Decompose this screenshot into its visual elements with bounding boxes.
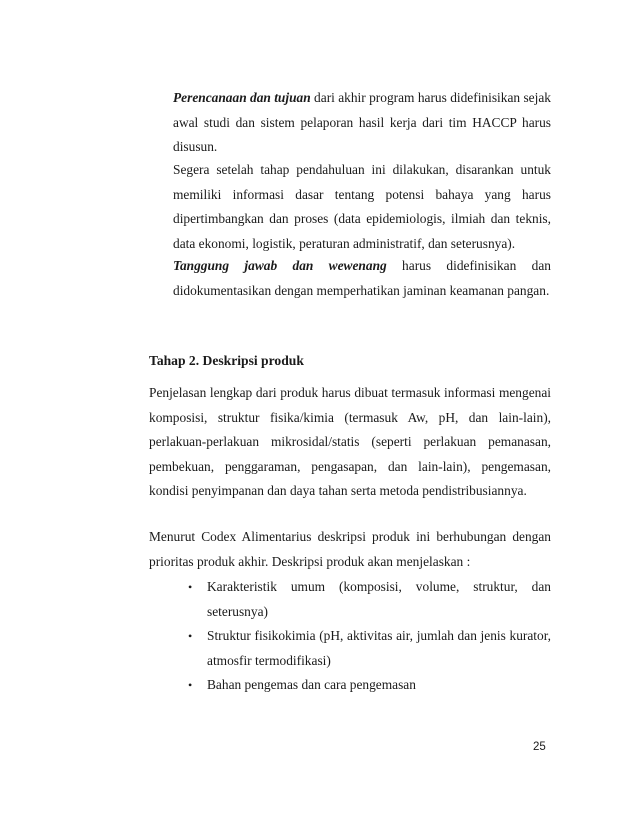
page-number: 25: [533, 741, 546, 753]
emphasis-planning-objectives: Perencanaan dan tujuan: [173, 90, 311, 105]
list-item-text: Bahan pengemas dan cara pengemasan: [207, 677, 416, 693]
section-heading: Tahap 2. Deskripsi produk: [149, 353, 304, 368]
emphasis-responsibility-authority: Tanggung jawab dan wewenang: [173, 258, 387, 273]
list-item-text: Struktur fisikokimia (pH, aktivitas air, jumlah dan jenis kurator, atmosfir termodifikasi): [207, 628, 551, 668]
paragraph-text: dari akhir program harus didefinisikan sejak awal studi dan sistem pelaporan hasil kerja dari tim HACCP harus disusun.: [173, 90, 551, 155]
paragraph-text: harus didefinisikan dan didokumentasikan dengan memperhatikan jaminan keamanan pangan.: [173, 258, 551, 298]
paragraph-text: Penjelasan lengkap dari produk harus dibuat termasuk informasi mengenai komposisi, struktur fisika/kimia (termasuk Aw, pH, dan lain-lain), perlakuan-perlakuan mikrosidal/statis (seperti perlakuan pemanasan, pembekuan, penggaraman, pengasapan, dan lain-lain), pengemasan, kondisi penyimpanan dan daya tahan serta metoda pendistribusiannya.: [149, 385, 551, 499]
paragraph-product-description: [149, 381, 551, 504]
bullet-icon: •: [188, 580, 193, 594]
bullet-icon: •: [188, 678, 193, 693]
paragraph-text: Menurut Codex Alimentarius deskripsi produk ini berhubungan dengan prioritas produk akhir. Deskripsi produk akan menjelaskan :: [149, 529, 551, 569]
product-description-list: [188, 575, 551, 698]
list-item: [188, 575, 551, 624]
paragraph-text: Segera setelah tahap pendahuluan ini dilakukan, disarankan untuk memiliki informasi dasar tentang potensi bahaya yang harus dipertimbangkan dan proses (data epidemiologis, ilmiah dan teknis, data ekonomi, logistik, peraturan administratif, dan seterusnya).: [173, 162, 551, 251]
bullet-icon: •: [188, 629, 193, 644]
paragraph-codex-alimentarius: [149, 525, 551, 574]
paragraph-responsibility-authority: [173, 254, 551, 303]
list-item: [188, 673, 551, 698]
paragraph-preliminary-information: [173, 158, 551, 256]
paragraph-planning-objectives: [173, 86, 551, 160]
list-item: [188, 624, 551, 673]
list-item-text: Karakteristik umum (komposisi, volume, struktur, dan seterusnya): [207, 579, 551, 619]
